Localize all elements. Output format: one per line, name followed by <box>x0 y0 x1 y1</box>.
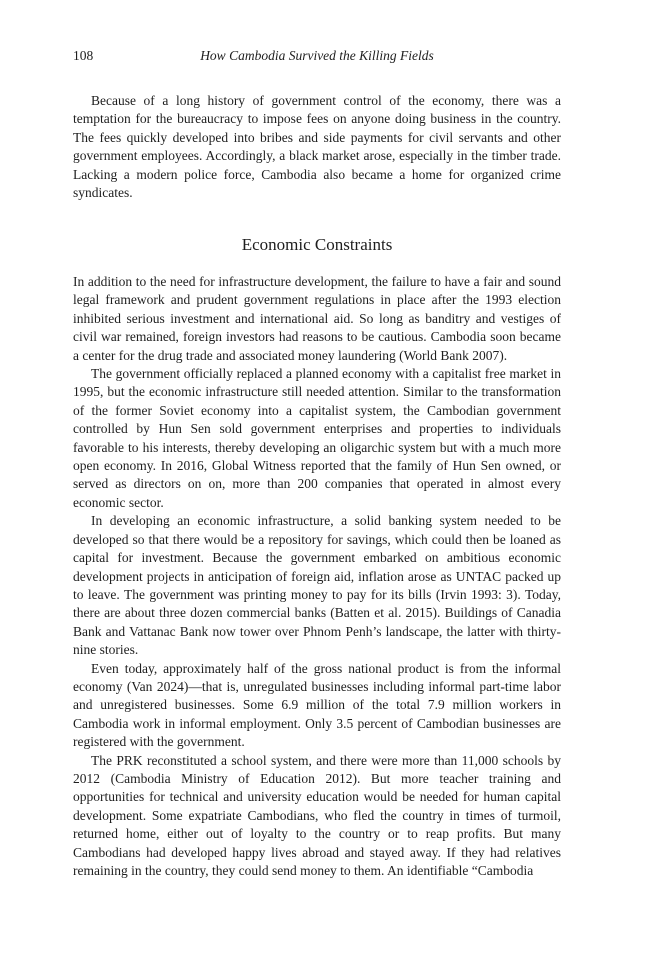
paragraph-school-system: The PRK reconstituted a school system, and there were more than 11,000 schools by 2012 (Cambodia Ministry of Education 2012). But more teacher training and opportunities for technical and university education would be needed for human capital development. Some expatriate Cambodians, who fled the country in times of turmoil, returned home, either out of loyalty to the country or to reap profits. But many Cambodians had developed happy lives abroad and stayed away. If they had relatives remaining in the country, they could send money to them. An identifiable “Cambodia <box>73 752 561 878</box>
section-heading: Economic Constraints <box>241 235 393 254</box>
paragraph-intro: Because of a long history of government control of the economy, there was a temptation for the bureaucracy to impose fees on anyone doing business in the country. The fees quickly developed into bribes and side payments for civil servants and other government employees. Accordingly, a black market arose, especially in the timber trade. Lacking a modern police force, Cambodia also became a home for organized crime syndicates. <box>73 93 561 201</box>
section-body <box>73 273 561 880</box>
paragraph-informal-economy: Even today, approximately half of the gross national product is from the informal economy (Van 2024)—that is, unregulated businesses including informal part-time labor and unregistered businesses. Some 6.9 million of the total 7.9 million workers in Cambodia work in informal employment. Only 3.5 percent of Cambodian businesses are registered with the government. <box>73 660 561 750</box>
running-header <box>73 46 561 66</box>
page-number: 108 <box>73 48 94 63</box>
paragraph-banking: In developing an economic infrastructure, a solid banking system needed to be developed so that there would be a repository for savings, which could then be loaned as capital for investment. Because the government embarked on ambitious economic development projects in anticipation of foreign aid, inflation arose as UNTAC packed up to leave. The government was printing money to pay for its bills (Irvin 1993: 3). Today, there are about three dozen commercial banks (Batten et al. 2015). Buildings of Canadia Bank and Vattanac Bank now tower over Phnom Penh’s landscape, the latter with thirty-nine stories. <box>73 513 561 658</box>
paragraph-infrastructure: In addition to the need for infrastructure development, the failure to have a fair and sound legal framework and prudent government regulations in place after the 1993 election inhibited serious investment and international aid. So long as banditry and vestiges of civil war remained, foreign investors had reasons to be cautious. Cambodia soon became a center for the drug trade and associated money laundering (World Bank 2007). <box>73 274 561 363</box>
intro-text-block <box>73 92 561 202</box>
running-title: How Cambodia Survived the Killing Fields <box>200 48 434 63</box>
paragraph-free-market: The government officially replaced a planned economy with a capitalist free market in 1995, but the economic infrastructure still needed attention. Similar to the transformation of the former Soviet economy into a capitalist system, the Cambodian government controlled by Hun Sen sold government enterprises and properties to individuals favorable to his interests, thereby developing an oligarchic system but with a much more open economy. In 2016, Global Witness reported that the family of Hun Sen owned, or served as directors on on, more than 200 companies that operated in almost every economic sector. <box>73 366 561 510</box>
